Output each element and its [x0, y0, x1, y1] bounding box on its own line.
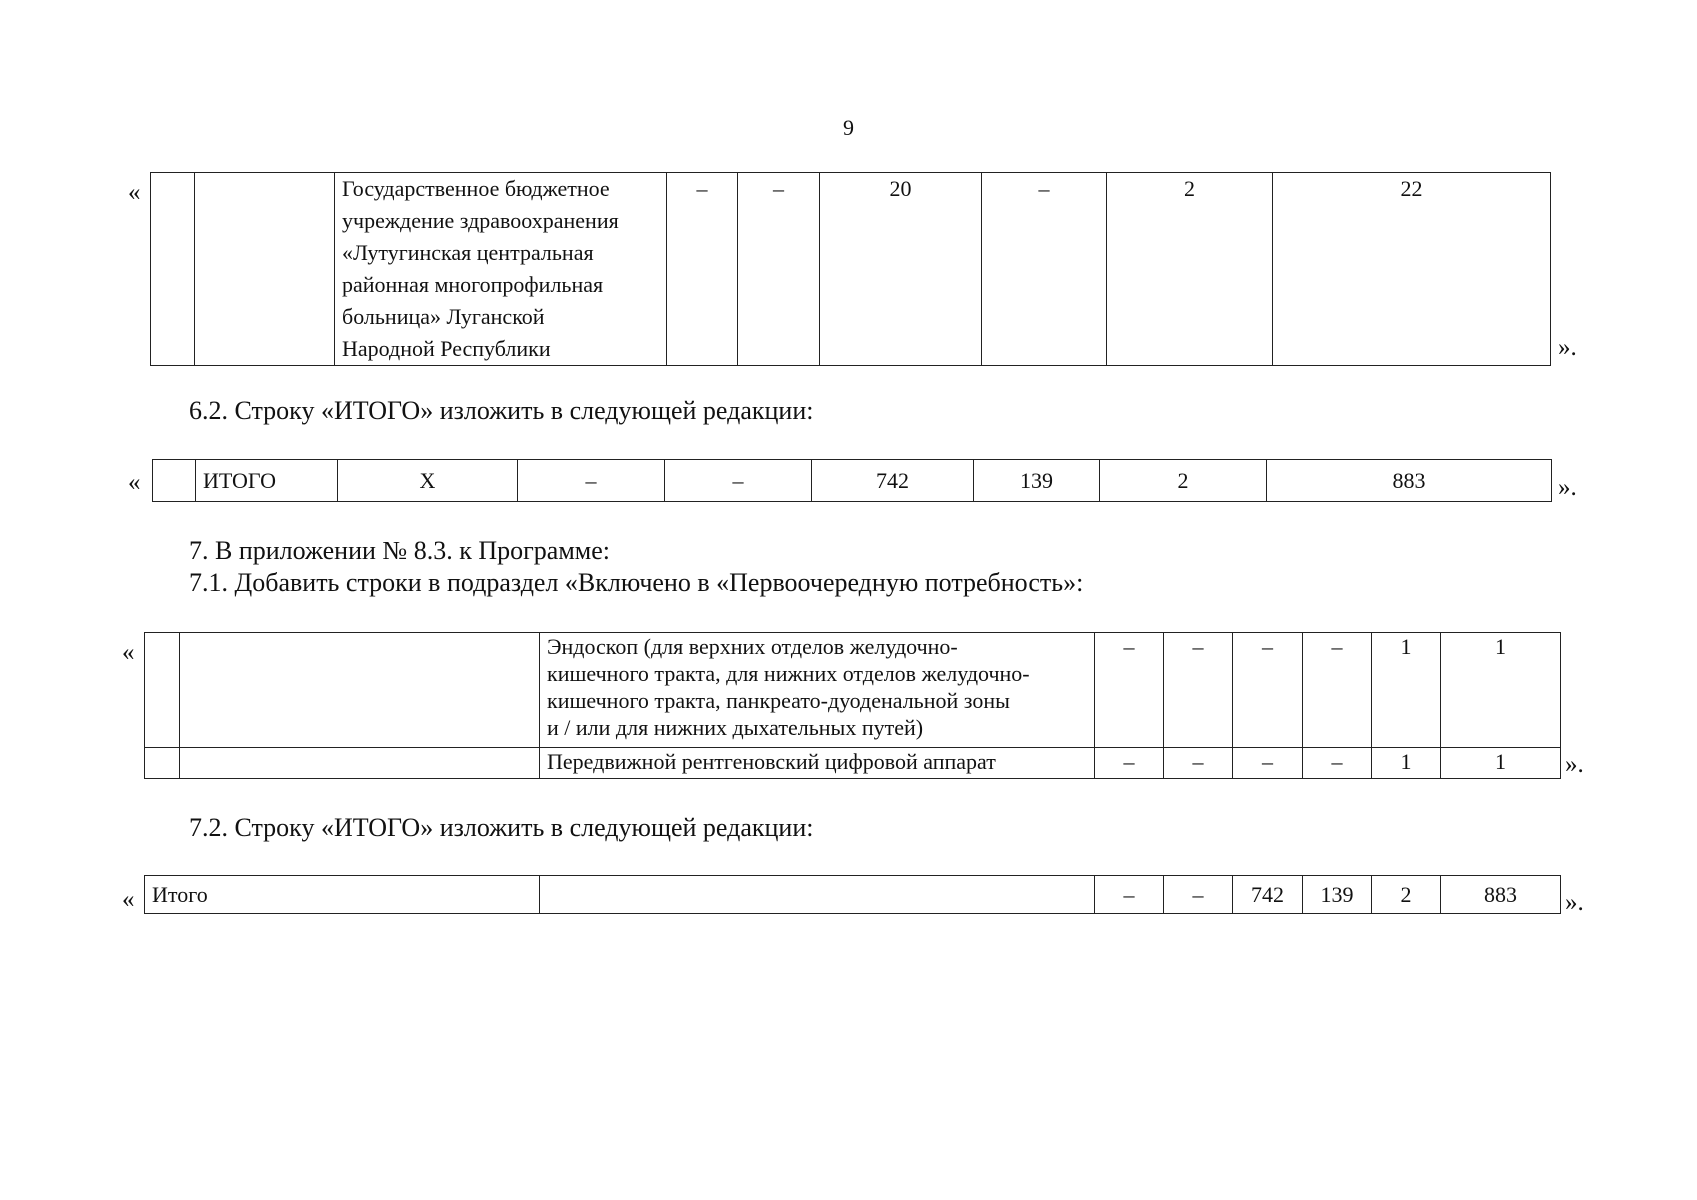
- total-label-cell: Итого: [145, 876, 540, 914]
- paragraph-7-1: 7.1. Добавить строки в подраздел «Включено в «Первоочередную потребность»:: [189, 568, 1084, 597]
- value-cell: 1: [1441, 748, 1561, 779]
- value-cell: 883: [1267, 460, 1552, 502]
- quote-open: «: [122, 639, 135, 666]
- value-cell: –: [1233, 748, 1303, 779]
- value-cell: –: [1303, 748, 1372, 779]
- value-cell: –: [738, 173, 820, 366]
- table-3: [144, 632, 1561, 779]
- cell-empty: [540, 876, 1095, 914]
- page-number: 9: [843, 115, 854, 140]
- x-cell: Х: [338, 460, 518, 502]
- name-line: больница» Луганской: [342, 304, 545, 329]
- value-cell: 1: [1441, 633, 1561, 748]
- value-cell: 2: [1107, 173, 1273, 366]
- cell-empty: [153, 460, 196, 502]
- table-row: [145, 633, 1561, 748]
- institution-name-cell: [335, 173, 667, 366]
- value-cell: –: [1095, 876, 1164, 914]
- cell-empty: [145, 633, 180, 748]
- value-cell: –: [1164, 876, 1233, 914]
- name-line: Народной Республики: [342, 336, 551, 361]
- cell-empty: [145, 748, 180, 779]
- quote-close: ».: [1565, 889, 1584, 916]
- paragraph-7-2: 7.2. Строку «ИТОГО» изложить в следующей редакции:: [189, 813, 814, 842]
- cell-empty: [180, 633, 540, 748]
- name-line: Эндоскоп (для верхних отделов желудочно-: [547, 634, 958, 659]
- value-cell: 742: [812, 460, 974, 502]
- paragraph-6-2: 6.2. Строку «ИТОГО» изложить в следующей редакции:: [189, 396, 814, 425]
- name-line: Передвижной рентгеновский цифровой аппарат: [547, 749, 996, 774]
- value-cell: 2: [1372, 876, 1441, 914]
- name-line: Государственное бюджетное: [342, 176, 610, 201]
- table-row: [145, 876, 1561, 914]
- equipment-name-cell: [540, 748, 1095, 779]
- value-cell: –: [1095, 633, 1164, 748]
- table-row: [153, 460, 1552, 502]
- cell-empty: [195, 173, 335, 366]
- value-cell: 139: [974, 460, 1100, 502]
- value-cell: 1: [1372, 633, 1441, 748]
- table-row: [151, 173, 1551, 366]
- name-line: кишечного тракта, для нижних отделов желудочно-: [547, 661, 1030, 686]
- value-cell: –: [1164, 748, 1233, 779]
- value-cell: –: [667, 173, 738, 366]
- value-cell: –: [1303, 633, 1372, 748]
- paragraph-7: 7. В приложении № 8.3. к Программе:: [189, 536, 610, 565]
- value-cell: 20: [820, 173, 982, 366]
- cell-empty: [180, 748, 540, 779]
- table-2: [152, 459, 1552, 502]
- cell-empty: [151, 173, 195, 366]
- name-line: кишечного тракта, панкреато-дуоденальной зоны: [547, 688, 1010, 713]
- quote-close: ».: [1558, 334, 1577, 361]
- table-4: [144, 875, 1561, 914]
- quote-open: «: [122, 886, 135, 913]
- value-cell: 139: [1303, 876, 1372, 914]
- quote-close: ».: [1558, 474, 1577, 501]
- total-label-cell: ИТОГО: [196, 460, 338, 502]
- value-cell: –: [1095, 748, 1164, 779]
- value-cell: 2: [1100, 460, 1267, 502]
- table-row: [145, 748, 1561, 779]
- value-cell: 883: [1441, 876, 1561, 914]
- quote-close: ».: [1565, 751, 1584, 778]
- value-cell: 22: [1273, 173, 1551, 366]
- value-cell: –: [1233, 633, 1303, 748]
- quote-open: «: [128, 179, 141, 206]
- name-line: «Лутугинская центральная: [342, 240, 594, 265]
- value-cell: –: [982, 173, 1107, 366]
- table-1: [150, 172, 1551, 366]
- name-line: районная многопрофильная: [342, 272, 604, 297]
- value-cell: –: [518, 460, 665, 502]
- equipment-name-cell: [540, 633, 1095, 748]
- name-line: учреждение здравоохранения: [342, 208, 619, 233]
- name-line: и / или для нижних дыхательных путей): [547, 715, 924, 740]
- quote-open: «: [128, 469, 141, 496]
- value-cell: 1: [1372, 748, 1441, 779]
- value-cell: –: [665, 460, 812, 502]
- value-cell: –: [1164, 633, 1233, 748]
- value-cell: 742: [1233, 876, 1303, 914]
